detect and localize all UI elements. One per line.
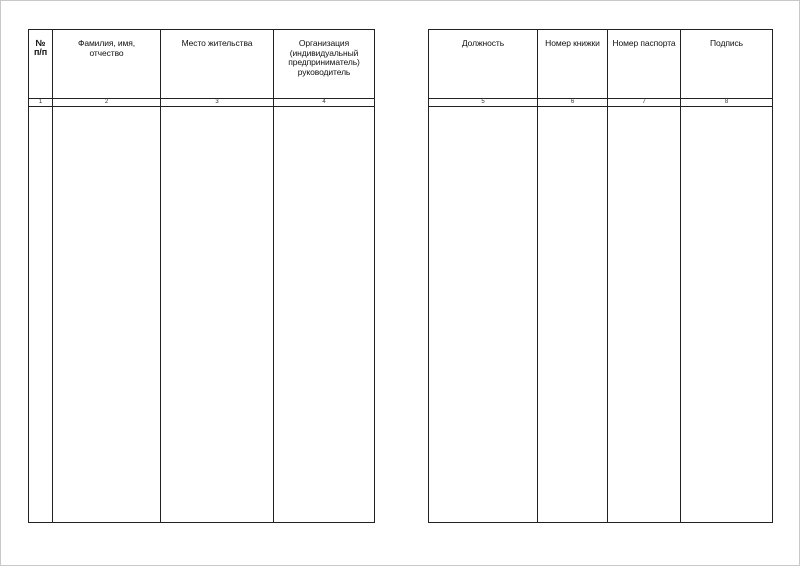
column-header-book-number: Номер книжки — [545, 38, 600, 48]
column-header-organization: Организация (индивидуальный предприниматель) руководитель — [288, 38, 360, 77]
column-number-8: 8 — [724, 99, 729, 105]
number-row-divider — [29, 106, 374, 107]
column-header-full-name: Фамилия, имя, отчество — [77, 38, 136, 58]
column-number-5: 5 — [481, 99, 485, 105]
column-number-6: 6 — [570, 99, 575, 105]
column-header-position: Должность — [461, 38, 505, 48]
column-number-7: 7 — [642, 99, 646, 105]
column-number-2: 2 — [104, 99, 109, 105]
left-page-table — [28, 29, 375, 523]
column-number-1: 1 — [38, 99, 43, 105]
number-row-divider — [429, 106, 772, 107]
column-header-signature: Подпись — [710, 38, 743, 48]
column-header-residence: Место жительства — [181, 38, 253, 48]
column-header-row-number: № п/п — [33, 38, 48, 57]
column-header-passport-number: Номер паспорта — [612, 38, 676, 48]
right-page-table — [428, 29, 773, 523]
column-number-3: 3 — [215, 99, 219, 105]
column-number-4: 4 — [322, 99, 326, 105]
